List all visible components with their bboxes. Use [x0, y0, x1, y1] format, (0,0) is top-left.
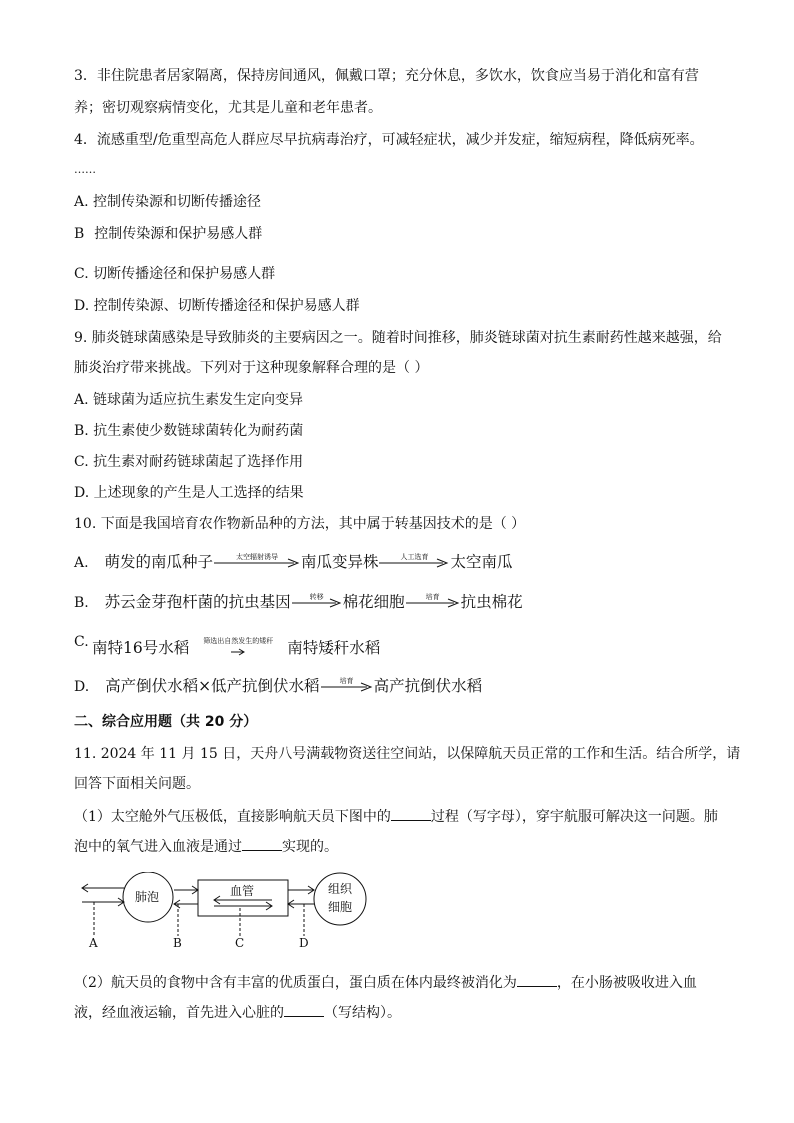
- q8-option-c: C. 切断传播途径和保护易感人群: [74, 266, 276, 282]
- q11-stem-line-1: 11. 2024 年 11 月 15 日，天舟八号满载物资送往空间站，以保障航天员正常的工作和生活。结合所学，请: [74, 746, 741, 762]
- q10-option-d: [74, 676, 482, 697]
- q10-b-arrow-1: [292, 593, 342, 608]
- q10-option-c: [92, 638, 380, 659]
- q10-b-from: 苏云金芽孢杆菌的抗虫基因: [104, 593, 291, 611]
- q10-a-arrow-2: [379, 553, 449, 568]
- q10-c-arrow: [190, 639, 286, 659]
- q9-option-d: D. 上述现象的产生是人工选择的结果: [74, 485, 304, 501]
- q10-d-letter: D.: [74, 679, 90, 695]
- text-line-1: 3．非住院患者居家隔离，保持房间通风，佩戴口罩；充分休息，多饮水，饮食应当易于消化和富有营: [74, 68, 699, 84]
- q10-d-arrow: [321, 677, 373, 692]
- q8-option-b: [74, 224, 262, 244]
- q11-p2-text-b: ，在小肠被吸收进入血: [556, 975, 697, 991]
- label-c: C: [235, 936, 245, 950]
- q10-c-letter: C.: [74, 634, 89, 650]
- q10-b-arrow-1-label: 转移: [309, 593, 324, 601]
- q11-part1-line-1: [74, 806, 718, 827]
- q8-option-b-letter: B: [74, 226, 85, 242]
- q10-c-from: 南特16号水稻: [92, 639, 190, 657]
- q10-a-letter: A.: [74, 555, 89, 571]
- q10-a-to: 太空南瓜: [450, 553, 513, 571]
- vessel-label: 血管: [230, 884, 255, 898]
- q11-p2-text-d: （写结构）。: [324, 1005, 401, 1021]
- label-d: D: [299, 936, 309, 950]
- q8-option-b-text: 控制传染源和保护易感人群: [94, 226, 263, 242]
- q10-b-arrow-2-label: 培育: [425, 593, 440, 601]
- q10-b-letter: B.: [74, 595, 89, 611]
- q9-option-b: B. 抗生素使少数链球菌转化为耐药菌: [74, 423, 304, 439]
- q10-stem: 10. 下面是我国培育农作物新品种的方法，其中属于转基因技术的是（ ）: [74, 516, 526, 532]
- q11-p1-text-b: 过程（写字母），穿宇航服可解决这一问题。肺: [430, 809, 718, 825]
- q9-option-a: A. 链球菌为适应抗生素发生定向变异: [74, 392, 304, 408]
- q11-p2-text-a: （2）航天员的食物中含有丰富的优质蛋白，蛋白质在体内最终被消化为: [74, 975, 517, 991]
- q10-a-arrow-1-label: 太空辐射诱导: [235, 553, 278, 561]
- label-a: A: [89, 936, 98, 950]
- answer-blank-1[interactable]: [391, 806, 431, 821]
- q8-option-d: D. 控制传染源、切断传播途径和保护易感人群: [74, 298, 360, 314]
- q11-p2-text-c: 液，经血液运输，首先进入心脏的: [74, 1005, 284, 1021]
- q10-d-to: 高产抗倒伏水稻: [373, 677, 483, 695]
- ellipsis: ……: [74, 163, 96, 176]
- answer-blank-4[interactable]: [284, 1002, 324, 1017]
- alveolus-label: 肺泡: [135, 890, 160, 904]
- q10-c-arrow-label: 筛选出自然发生的矮秆: [203, 637, 274, 645]
- q9-stem-line-2: 肺炎治疗带来挑战。下列对于这种现象解释合理的是（ ）: [74, 360, 429, 376]
- q8-option-a: A. 控制传染源和切断传播途径: [74, 194, 262, 210]
- label-b: B: [173, 936, 182, 950]
- q11-part1-line-2: [74, 836, 338, 857]
- q10-b-to: 抗虫棉花: [460, 593, 523, 611]
- q10-option-a: [74, 552, 512, 573]
- q11-p1-text-d: 实现的。: [282, 839, 338, 855]
- q11-part2-line-1: [74, 972, 697, 993]
- q10-option-b: [74, 592, 523, 613]
- tissue-label-1: 组织: [328, 882, 353, 896]
- q10-d-arrow-label: 培育: [339, 677, 354, 685]
- text-line-2: 养；密切观察病情变化，尤其是儿童和老年患者。: [74, 100, 382, 116]
- q10-c-to: 南特矮秆水稻: [287, 639, 381, 657]
- q10-b-mid: 棉花细胞: [342, 593, 405, 611]
- q10-b-arrow-2: [406, 593, 460, 608]
- tissue-label-2: 细胞: [328, 900, 353, 914]
- q9-option-c: C. 抗生素对耐药链球菌起了选择作用: [74, 454, 304, 470]
- q10-d-from: 高产倒伏水稻×低产抗倒伏水稻: [105, 677, 320, 695]
- section-heading: 二、综合应用题（共 20 分）: [74, 714, 258, 730]
- q10-a-arrow-2-label: 人工选育: [400, 553, 429, 561]
- text-line-3: 4．流感重型/危重型高危人群应尽早抗病毒治疗，可减轻症状，减少并发症，缩短病程，降低病死率。: [74, 132, 704, 148]
- q10-a-mid: 南瓜变异株: [300, 553, 379, 571]
- q11-p1-text-a: （1）太空舱外气压极低，直接影响航天员下图中的: [74, 809, 391, 825]
- gas-exchange-diagram: [74, 872, 374, 956]
- q9-stem-line-1: 9. 肺炎链球菌感染是导致肺炎的主要病因之一。随着时间推移，肺炎链球菌对抗生素耐药性越来越强，给: [74, 330, 722, 346]
- q10-a-from: 萌发的南瓜种子: [104, 553, 213, 571]
- q11-part2-line-2: [74, 1002, 401, 1023]
- q11-stem-line-2: 回答下面相关问题。: [74, 776, 200, 792]
- q10-a-arrow-1: [214, 553, 300, 568]
- q11-p1-text-c: 泡中的氧气进入血液是通过: [74, 839, 242, 855]
- answer-blank-3[interactable]: [517, 972, 557, 987]
- answer-blank-2[interactable]: [242, 836, 282, 851]
